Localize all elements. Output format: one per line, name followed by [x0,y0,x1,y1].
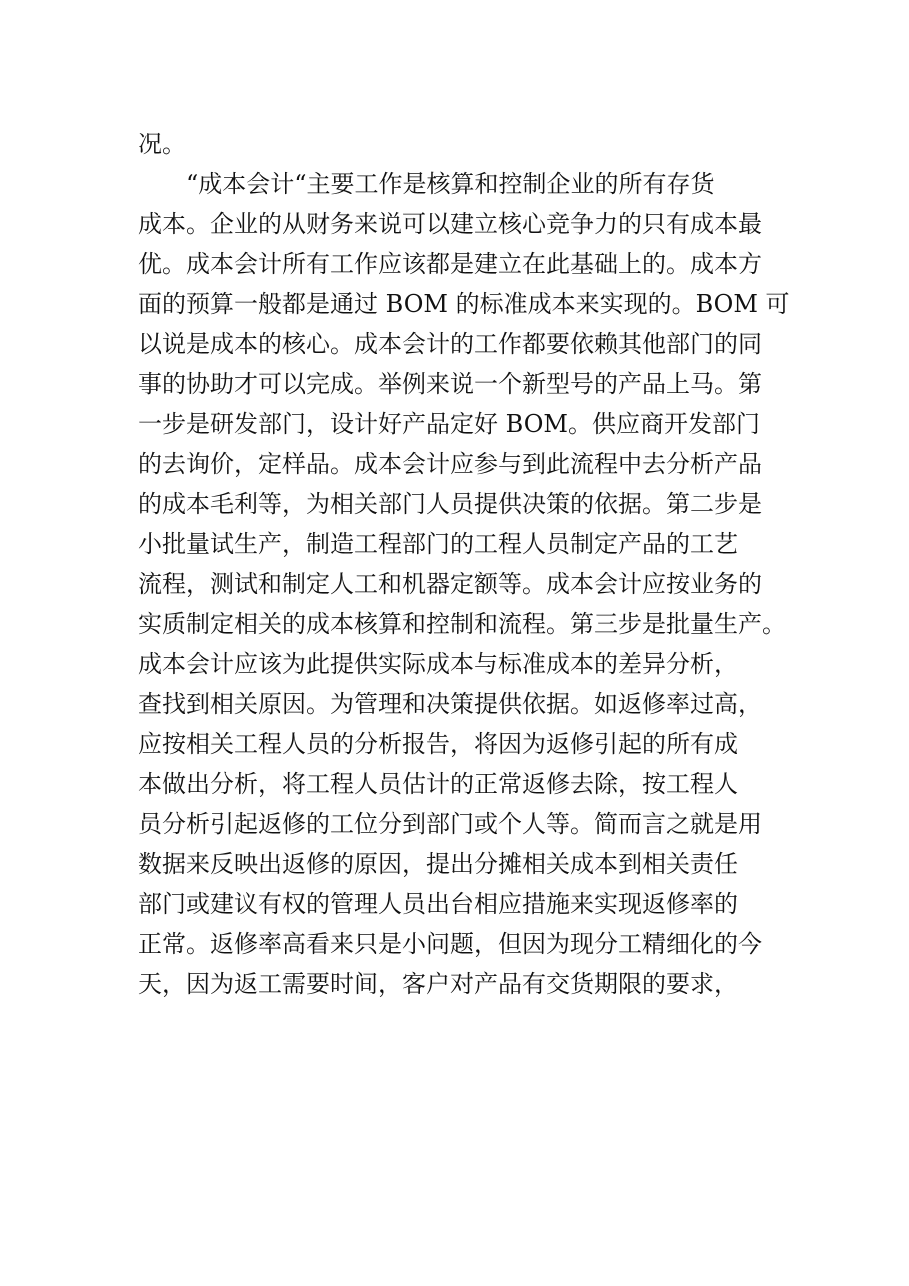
text-line: 部门或建议有权的管理人员出台相应措施来实现返修率的 [138,890,738,918]
text-line: 应按相关工程人员的分析报告，将因为返修引起的所有成 [138,730,738,758]
text-line: 小批量试生产，制造工程部门的工程人员制定产品的工艺 [138,530,738,558]
text-line: 成本会计应该为此提供实际成本与标准成本的差异分析， [138,650,738,678]
text-line: 况。 [138,130,186,158]
text-line: 面的预算一般都是通过 BOM 的标准成本来实现的。BOM 可 [138,290,790,318]
text-line: 一步是研发部门，设计好产品定好 BOM。供应商开发部门 [138,410,760,438]
paragraph-first-line: “成本会计“主要工作是核算和控制企业的所有存货 [186,170,715,198]
body-text [138,124,818,1004]
text-line: 流程，测试和制定人工和机器定额等。成本会计应按业务的 [138,570,762,598]
text-line: 员分析引起返修的工位分到部门或个人等。简而言之就是用 [138,810,762,838]
text-line: 优。成本会计所有工作应该都是建立在此基础上的。成本方 [138,250,762,278]
text-line: 实质制定相关的成本核算和控制和流程。第三步是批量生产。 [138,610,786,638]
text-line: 以说是成本的核心。成本会计的工作都要依赖其他部门的同 [138,330,762,358]
text-line: 成本。企业的从财务来说可以建立核心竞争力的只有成本最 [138,210,762,238]
text-line: 的成本毛利等，为相关部门人员提供决策的依据。第二步是 [138,490,762,518]
text-line: 正常。返修率高看来只是小问题，但因为现分工精细化的今 [138,930,762,958]
text-line: 的去询价，定样品。成本会计应参与到此流程中去分析产品 [138,450,762,478]
text-line: 本做出分析，将工程人员估计的正常返修去除，按工程人 [138,770,738,798]
text-line: 天，因为返工需要时间，客户对产品有交货期限的要求， [138,970,738,998]
text-line: 数据来反映出返修的原因，提出分摊相关成本到相关责任 [138,850,738,878]
text-line: 事的协助才可以完成。举例来说一个新型号的产品上马。第 [138,370,762,398]
text-line: 查找到相关原因。为管理和决策提供依据。如返修率过高， [138,690,762,718]
